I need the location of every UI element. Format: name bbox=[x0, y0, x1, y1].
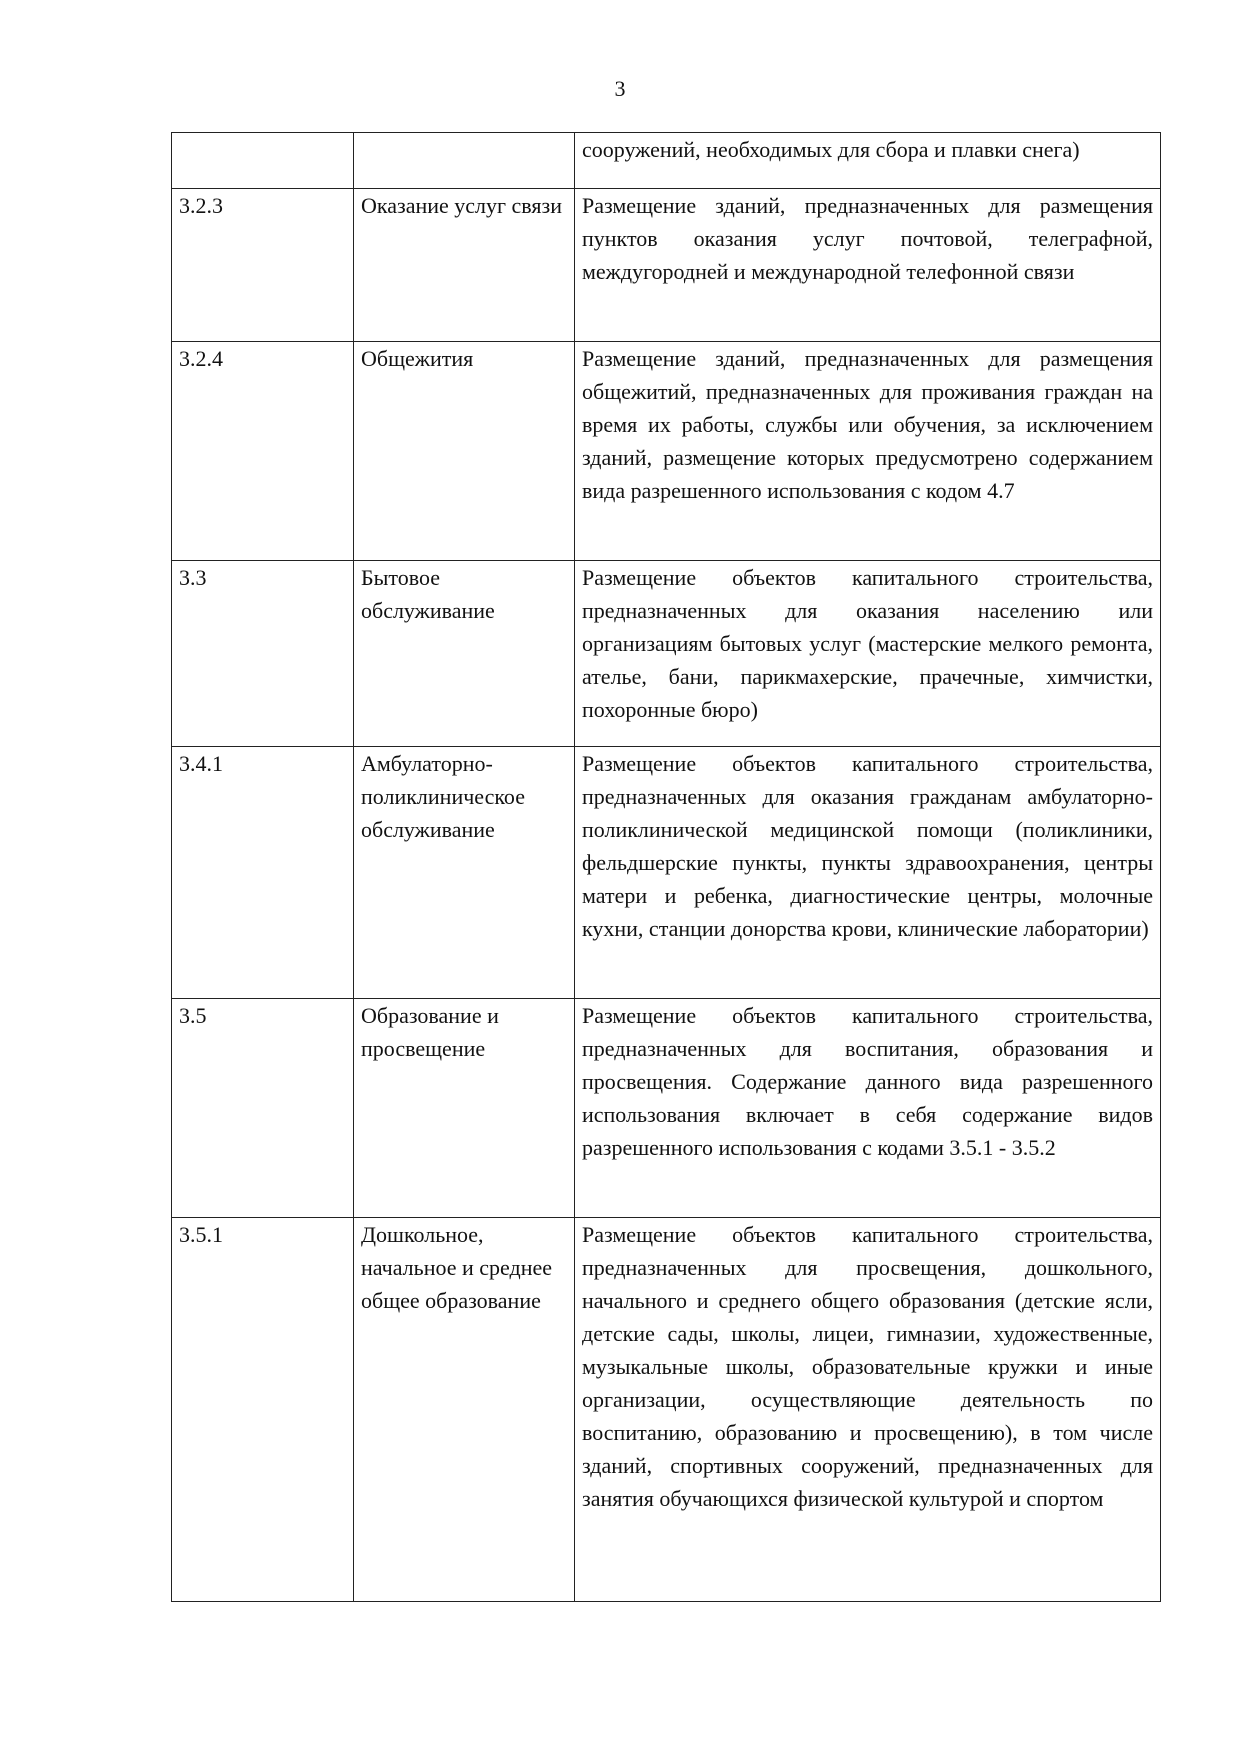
page-number: 3 bbox=[614, 76, 626, 101]
table-row bbox=[172, 747, 1161, 999]
description-cell: Размещение объектов капитального строительства, предназначенных для воспитания, образования и просвещения. Содержание данного вида разрешенного использования включает в себя содержание видов разрешенного использования с кодами 3.5.1 - 3.5.2 bbox=[575, 999, 1161, 1218]
table-row bbox=[172, 1218, 1161, 1602]
table-row bbox=[172, 133, 1161, 189]
code-cell: 3.4.1 bbox=[172, 747, 354, 999]
code-cell bbox=[172, 133, 354, 189]
code-cell: 3.5.1 bbox=[172, 1218, 354, 1602]
description-cell: сооружений, необходимых для сбора и плавки снега) bbox=[575, 133, 1161, 189]
table-row bbox=[172, 342, 1161, 561]
name-cell: Бытовое обслуживание bbox=[354, 561, 575, 747]
table-row bbox=[172, 561, 1161, 747]
name-cell: Дошкольное, начальное и среднее общее образование bbox=[354, 1218, 575, 1602]
table-row bbox=[172, 999, 1161, 1218]
name-cell bbox=[354, 133, 575, 189]
name-cell: Амбулаторно-поликлиническое обслуживание bbox=[354, 747, 575, 999]
description-cell: Размещение зданий, предназначенных для размещения общежитий, предназначенных для проживания граждан на время их работы, службы или обучения, за исключением зданий, размещение которых предусмотрено содержанием вида разрешенного использования с кодом 4.7 bbox=[575, 342, 1161, 561]
code-cell: 3.2.3 bbox=[172, 189, 354, 342]
code-cell: 3.3 bbox=[172, 561, 354, 747]
code-cell: 3.2.4 bbox=[172, 342, 354, 561]
table-row bbox=[172, 189, 1161, 342]
name-cell: Общежития bbox=[354, 342, 575, 561]
name-cell: Оказание услуг связи bbox=[354, 189, 575, 342]
description-cell: Размещение зданий, предназначенных для размещения пунктов оказания услуг почтовой, телеграфной, междугородней и международной телефонной связи bbox=[575, 189, 1161, 342]
name-cell: Образование и просвещение bbox=[354, 999, 575, 1218]
description-cell: Размещение объектов капитального строительства, предназначенных для оказания гражданам амбулаторно-поликлинической медицинской помощи (поликлиники, фельдшерские пункты, пункты здравоохранения, центры матери и ребенка, диагностические центры, молочные кухни, станции донорства крови, клинические лаборатории) bbox=[575, 747, 1161, 999]
description-cell: Размещение объектов капитального строительства, предназначенных для оказания населению или организациям бытовых услуг (мастерские мелкого ремонта, ателье, бани, парикмахерские, прачечные, химчистки, похоронные бюро) bbox=[575, 561, 1161, 747]
land-use-table bbox=[171, 132, 1161, 1602]
description-cell: Размещение объектов капитального строительства, предназначенных для просвещения, дошкольного, начального и среднего общего образования (детские ясли, детские сады, школы, лицеи, гимназии, художественные, музыкальные школы, образовательные кружки и иные организации, осуществляющие деятельность по воспитанию, образованию и просвещению), в том числе зданий, спортивных сооружений, предназначенных для занятия обучающихся физической культурой и спортом bbox=[575, 1218, 1161, 1602]
code-cell: 3.5 bbox=[172, 999, 354, 1218]
